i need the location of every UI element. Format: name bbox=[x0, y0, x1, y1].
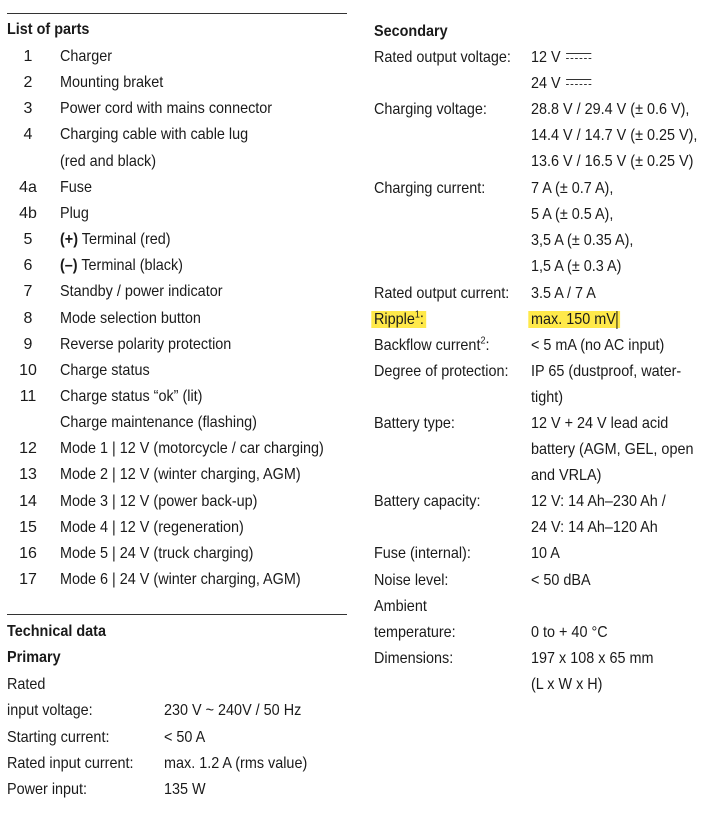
spec-label: Starting current: bbox=[7, 728, 110, 746]
part-number: 7 bbox=[23, 283, 33, 301]
part-item bbox=[7, 44, 347, 70]
spec-label: Battery type: bbox=[374, 415, 455, 432]
spec-value: tight) bbox=[531, 389, 564, 406]
spec-value: max. 1.2 A (rms value) bbox=[164, 754, 308, 772]
terminal-sign: (–) bbox=[60, 257, 78, 275]
part-text: Mode selection button bbox=[60, 309, 201, 327]
part-label bbox=[60, 541, 253, 567]
part-label bbox=[60, 410, 257, 436]
part-number: 4b bbox=[19, 204, 37, 222]
part-label bbox=[60, 44, 112, 70]
parts-heading: List of parts bbox=[7, 21, 90, 38]
dc-symbol-icon bbox=[566, 77, 591, 87]
spec-label: Battery capacity: bbox=[374, 493, 481, 510]
spec-protection-line2 bbox=[374, 385, 719, 411]
spec-value: 197 x 108 x 65 mm bbox=[531, 650, 654, 667]
part-text: Fuse bbox=[60, 178, 93, 196]
spec-label: temperature: bbox=[374, 624, 456, 641]
part-item bbox=[7, 436, 347, 462]
spec-charging-voltage bbox=[374, 97, 719, 123]
part-number: 2 bbox=[23, 74, 33, 92]
spec-label: Noise level: bbox=[374, 572, 449, 589]
spec-value: and VRLA) bbox=[531, 467, 602, 484]
spec-battery-type-line2 bbox=[374, 437, 719, 463]
part-text: Charger bbox=[60, 48, 113, 65]
spec-value: < 50 dBA bbox=[531, 572, 591, 589]
part-item bbox=[7, 306, 347, 332]
part-label bbox=[60, 462, 301, 488]
part-label bbox=[60, 515, 244, 541]
spec-charging-current-line4 bbox=[374, 254, 719, 280]
spec-value: (L x W x H) bbox=[531, 676, 603, 693]
part-label bbox=[60, 358, 150, 384]
part-label bbox=[60, 306, 201, 332]
spec-value: 14.4 V / 14.7 V (± 0.25 V), bbox=[531, 127, 698, 144]
spec-value: 13.6 V / 16.5 V (± 0.25 V) bbox=[531, 153, 694, 170]
highlighted-text[interactable]: max. 150 mV bbox=[528, 311, 620, 328]
spec-value: 230 V ~ 240V / 50 Hz bbox=[164, 702, 302, 720]
part-item bbox=[7, 384, 347, 410]
part-item bbox=[7, 201, 347, 227]
part-label bbox=[60, 122, 248, 148]
spec-label: Rated bbox=[7, 676, 46, 693]
part-item bbox=[7, 279, 347, 305]
spec-value: 1,5 A (± 0.3 A) bbox=[531, 258, 622, 275]
spec-label: Charging voltage: bbox=[374, 101, 487, 118]
part-number: 9 bbox=[23, 335, 33, 353]
spec-value: < 5 mA (no AC input) bbox=[531, 337, 665, 354]
spec-noise-level bbox=[374, 568, 719, 594]
part-item bbox=[7, 122, 347, 148]
spec-value: 5 A (± 0.5 A), bbox=[531, 206, 614, 223]
spec-value: < 50 A bbox=[164, 728, 206, 746]
part-text: Mounting braket bbox=[60, 74, 164, 92]
spec-label: input voltage: bbox=[7, 702, 93, 720]
part-item bbox=[7, 70, 347, 96]
primary-spec-row bbox=[7, 672, 347, 698]
secondary-heading: Secondary bbox=[374, 23, 448, 40]
part-label bbox=[60, 332, 231, 358]
spec-value: 3,5 A (± 0.35 A), bbox=[531, 232, 634, 249]
spec-backflow-current bbox=[374, 333, 719, 359]
spec-value: IP 65 (dustproof, water- bbox=[531, 363, 682, 380]
spec-label[interactable] bbox=[374, 307, 427, 333]
part-number: 12 bbox=[19, 440, 37, 458]
spec-dimensions-line2 bbox=[374, 672, 719, 698]
spec-label: Ambient bbox=[374, 598, 427, 615]
spec-charging-current-line3 bbox=[374, 228, 719, 254]
spec-label: Degree of protection: bbox=[374, 363, 509, 380]
spec-value: battery (AGM, GEL, open bbox=[531, 441, 694, 458]
part-label bbox=[60, 96, 272, 122]
part-number: 15 bbox=[19, 518, 37, 536]
spec-value: 0 to + 40 °C bbox=[531, 624, 608, 641]
part-label bbox=[60, 489, 257, 515]
part-text: Charge status bbox=[60, 361, 150, 379]
part-text: Charging cable with cable lug bbox=[60, 126, 249, 144]
part-text: Mode 2 | 12 V (winter charging, AGM) bbox=[60, 466, 301, 484]
part-number: 17 bbox=[19, 571, 37, 588]
highlighted-text[interactable]: Ripple$^1$: bbox=[371, 311, 426, 328]
part-number: 13 bbox=[19, 466, 37, 484]
technical-data-heading: Technical data bbox=[7, 623, 106, 640]
spec-value: 12 V bbox=[531, 45, 591, 71]
spec-value: 135 W bbox=[164, 781, 206, 799]
spec-charging-current-line2 bbox=[374, 202, 719, 228]
spec-value[interactable] bbox=[531, 307, 620, 333]
spec-ripple[interactable] bbox=[374, 307, 719, 333]
part-label bbox=[60, 253, 183, 279]
spec-ambient-label bbox=[374, 594, 719, 620]
part-number: 6 bbox=[23, 257, 33, 275]
spec-protection bbox=[374, 359, 719, 385]
primary-spec-row bbox=[7, 751, 347, 777]
part-label bbox=[60, 201, 89, 227]
part-number: 14 bbox=[19, 492, 37, 510]
part-number: 4 bbox=[23, 126, 33, 144]
spec-value: 12 V: 14 Ah–230 Ah / bbox=[531, 493, 666, 510]
part-text: Terminal (black) bbox=[77, 257, 183, 275]
part-number: 16 bbox=[19, 544, 37, 562]
spec-label: Rated output voltage: bbox=[374, 49, 511, 66]
spec-label: Charging current: bbox=[374, 180, 486, 197]
part-number: 11 bbox=[19, 387, 37, 405]
primary-heading: Primary bbox=[7, 649, 61, 666]
part-number: 10 bbox=[19, 361, 37, 379]
terminal-sign: (+) bbox=[60, 231, 78, 249]
dc-symbol-icon bbox=[566, 51, 591, 61]
part-item bbox=[7, 515, 347, 541]
spec-label: Fuse (internal): bbox=[374, 545, 471, 562]
spec-value: 24 V: 14 Ah–120 Ah bbox=[531, 519, 658, 536]
primary-spec-row bbox=[7, 698, 347, 724]
part-text: Plug bbox=[60, 204, 89, 222]
part-text: Mode 6 | 24 V (winter charging, AGM) bbox=[60, 571, 301, 588]
part-text: Mode 3 | 12 V (power back-up) bbox=[60, 492, 258, 510]
part-text: Mode 5 | 24 V (truck charging) bbox=[60, 544, 254, 562]
part-item bbox=[7, 332, 347, 358]
spec-value: 7 A (± 0.7 A), bbox=[531, 180, 614, 197]
part-item bbox=[7, 489, 347, 515]
part-text: (red and black) bbox=[60, 152, 157, 170]
section-divider bbox=[7, 614, 347, 615]
part-number: 8 bbox=[23, 309, 33, 327]
part-label bbox=[60, 384, 202, 410]
spec-label: Dimensions: bbox=[374, 650, 454, 667]
part-item bbox=[7, 96, 347, 122]
spec-dimensions bbox=[374, 646, 719, 672]
part-text: Mode 4 | 12 V (regeneration) bbox=[60, 518, 244, 536]
spec-rated-output-voltage-2 bbox=[374, 71, 719, 97]
part-item bbox=[7, 253, 347, 279]
spec-charging-voltage-line2 bbox=[374, 123, 719, 149]
part-text: Terminal (red) bbox=[78, 231, 171, 249]
part-text: Reverse polarity protection bbox=[60, 335, 232, 353]
spec-charging-voltage-line3 bbox=[374, 149, 719, 175]
part-label bbox=[60, 149, 156, 175]
part-text: Charge status “ok” (lit) bbox=[60, 387, 203, 405]
spec-label: Rated input current: bbox=[7, 754, 134, 772]
spec-value: 24 V bbox=[531, 71, 591, 97]
primary-spec-row bbox=[7, 777, 347, 803]
top-divider bbox=[7, 13, 347, 14]
spec-rated-output-voltage bbox=[374, 45, 719, 71]
part-item bbox=[7, 227, 347, 253]
part-item bbox=[7, 175, 347, 201]
spec-battery-capacity-line2 bbox=[374, 515, 719, 541]
spec-charging-current bbox=[374, 176, 719, 202]
spec-value: 12 V + 24 V lead acid bbox=[531, 415, 669, 432]
part-text: Power cord with mains connector bbox=[60, 100, 273, 118]
spec-battery-type bbox=[374, 411, 719, 437]
part-text: Charge maintenance (flashing) bbox=[60, 414, 257, 432]
spec-label: Power input: bbox=[7, 781, 88, 799]
part-item bbox=[7, 149, 347, 175]
spec-label: Rated output current: bbox=[374, 285, 510, 302]
part-item bbox=[7, 358, 347, 384]
part-label bbox=[60, 567, 301, 593]
part-number: 4a bbox=[19, 178, 37, 196]
part-text: Standby / power indicator bbox=[60, 283, 223, 301]
part-label bbox=[60, 436, 324, 462]
part-item bbox=[7, 567, 347, 593]
part-label bbox=[60, 175, 92, 201]
part-number: 5 bbox=[23, 231, 33, 249]
part-item bbox=[7, 410, 347, 436]
part-item bbox=[7, 541, 347, 567]
spec-rated-output-current bbox=[374, 281, 719, 307]
spec-value: 28.8 V / 29.4 V (± 0.6 V), bbox=[531, 101, 690, 118]
spec-battery-capacity bbox=[374, 489, 719, 515]
spec-label: Backflow current$^2$: bbox=[374, 335, 490, 354]
spec-ambient-temperature bbox=[374, 620, 719, 646]
part-item bbox=[7, 462, 347, 488]
part-text: Mode 1 | 12 V (motorcycle / car charging) bbox=[60, 440, 324, 458]
part-label bbox=[60, 70, 163, 96]
primary-spec-row bbox=[7, 725, 347, 751]
part-label bbox=[60, 279, 222, 305]
spec-fuse bbox=[374, 541, 719, 567]
spec-value: 10 A bbox=[531, 545, 560, 562]
spec-battery-type-line3 bbox=[374, 463, 719, 489]
text-cursor bbox=[617, 311, 618, 329]
part-label bbox=[60, 227, 171, 253]
spec-value: 3.5 A / 7 A bbox=[531, 285, 596, 302]
part-number: 3 bbox=[23, 100, 33, 118]
part-number: 1 bbox=[23, 48, 33, 65]
